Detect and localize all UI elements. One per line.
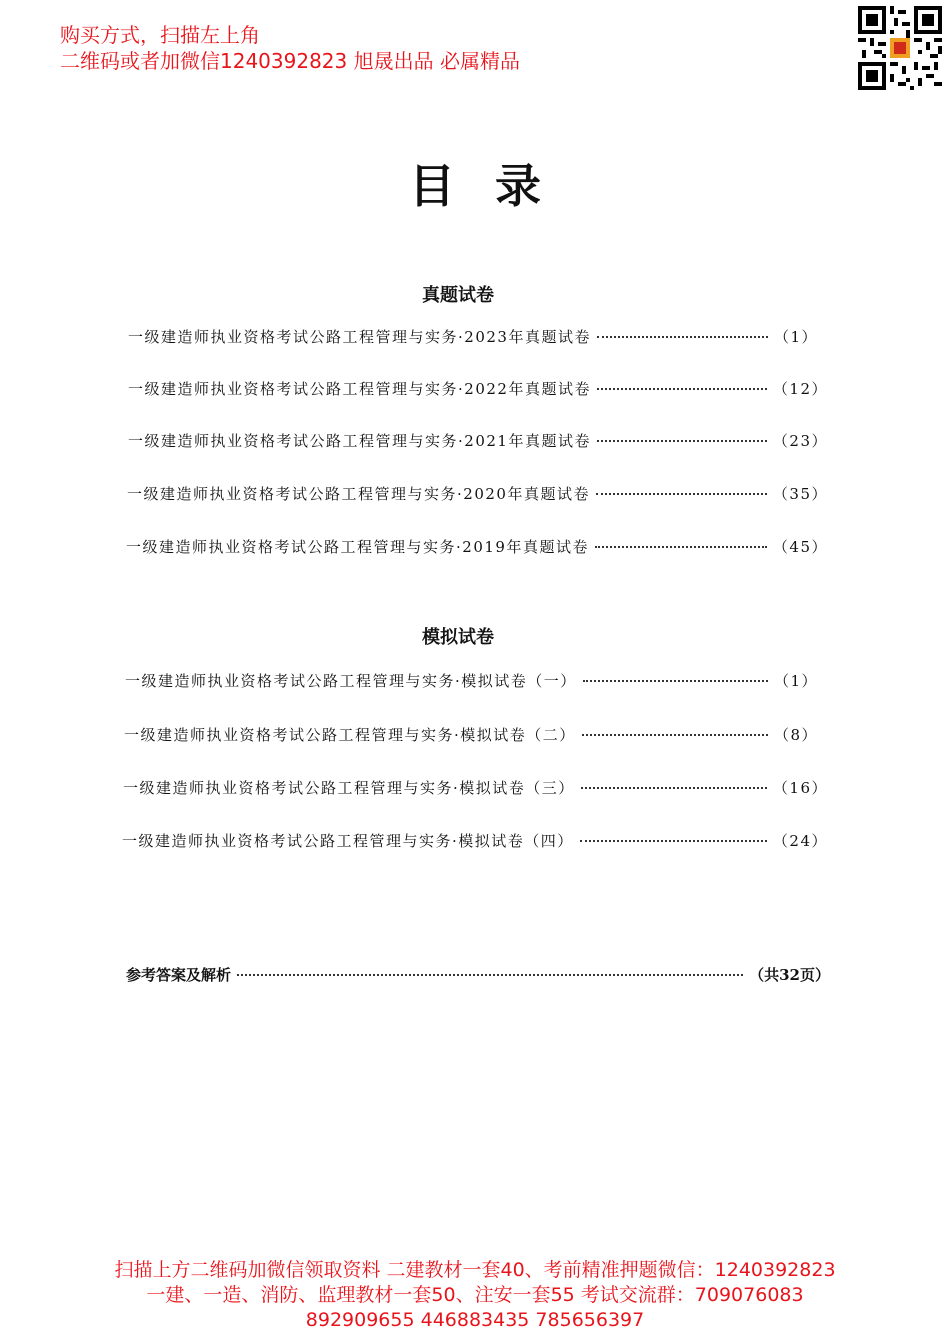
- section-heading-past-exams: 真题试卷: [422, 285, 494, 306]
- page-title: 目录: [409, 159, 581, 213]
- toc-entry: [122, 830, 828, 851]
- toc-entry-text: 一级建造师执业资格考试公路工程管理与实务·模拟试卷（三）: [123, 779, 575, 797]
- toc-entry-text: 一级建造师执业资格考试公路工程管理与实务·模拟试卷（四）: [122, 832, 574, 850]
- toc-entry: [127, 483, 828, 504]
- toc-entry-text: 一级建造师执业资格考试公路工程管理与实务·模拟试卷（二）: [124, 726, 576, 744]
- answers-entry-page: （共32页）: [749, 966, 830, 984]
- toc-entry-text: 一级建造师执业资格考试公路工程管理与实务·2019年真题试卷: [126, 538, 589, 556]
- promo-header-line2: 二维码或者加微信1240392823 旭晟出品 必属精品: [60, 49, 520, 73]
- toc-entry-page: （35）: [772, 485, 828, 503]
- promo-footer-line3: 892909655 446883435 785656397: [305, 1309, 645, 1331]
- answers-entry: [126, 964, 830, 985]
- toc-entry-text: 一级建造师执业资格考试公路工程管理与实务·2021年真题试卷: [128, 432, 591, 450]
- dot-leader: [580, 840, 767, 842]
- toc-entry: [125, 670, 818, 691]
- promo-header-line1: 购买方式，扫描左上角: [60, 23, 260, 47]
- toc-entry-page: （12）: [772, 380, 828, 398]
- dot-leader: [597, 388, 767, 390]
- toc-entry-text: 一级建造师执业资格考试公路工程管理与实务·2020年真题试卷: [127, 485, 590, 503]
- toc-entry: [123, 777, 828, 798]
- dot-leader: [597, 336, 768, 338]
- qr-code-icon: [858, 6, 942, 90]
- toc-entry: [128, 430, 828, 451]
- toc-entry: [128, 326, 818, 347]
- answers-entry-text: 参考答案及解析: [126, 966, 232, 984]
- toc-entry-page: （1）: [773, 328, 818, 346]
- promo-footer: [0, 1258, 950, 1333]
- promo-footer-line2: 一建、一造、消防、监理教材一套50、注安一套55 考试交流群：709076083: [146, 1284, 804, 1306]
- toc-entry-text: 一级建造师执业资格考试公路工程管理与实务·2023年真题试卷: [128, 328, 591, 346]
- toc-entry-page: （1）: [773, 672, 818, 690]
- toc-entry-page: （45）: [772, 538, 828, 556]
- toc-entry: [126, 536, 828, 557]
- toc-entry-page: （8）: [773, 726, 818, 744]
- promo-footer-line1: 扫描上方二维码加微信领取资料 二建教材一套40、考前精准押题微信：1240392823: [114, 1259, 836, 1281]
- section-heading-mock-exams: 模拟试卷: [422, 627, 494, 648]
- toc-entry-text: 一级建造师执业资格考试公路工程管理与实务·模拟试卷（一）: [125, 672, 577, 690]
- toc-entry: [124, 724, 818, 745]
- toc-entry-page: （16）: [772, 779, 828, 797]
- dot-leader: [597, 440, 767, 442]
- dot-leader: [583, 680, 768, 682]
- dot-leader: [237, 974, 743, 976]
- toc-entry-page: （24）: [772, 832, 828, 850]
- dot-leader: [596, 493, 767, 495]
- dot-leader: [581, 787, 767, 789]
- toc-entry: [128, 378, 828, 399]
- toc-entry-page: （23）: [772, 432, 828, 450]
- dot-leader: [582, 734, 768, 736]
- dot-leader: [595, 546, 767, 548]
- promo-header: [60, 22, 520, 74]
- toc-entry-text: 一级建造师执业资格考试公路工程管理与实务·2022年真题试卷: [128, 380, 591, 398]
